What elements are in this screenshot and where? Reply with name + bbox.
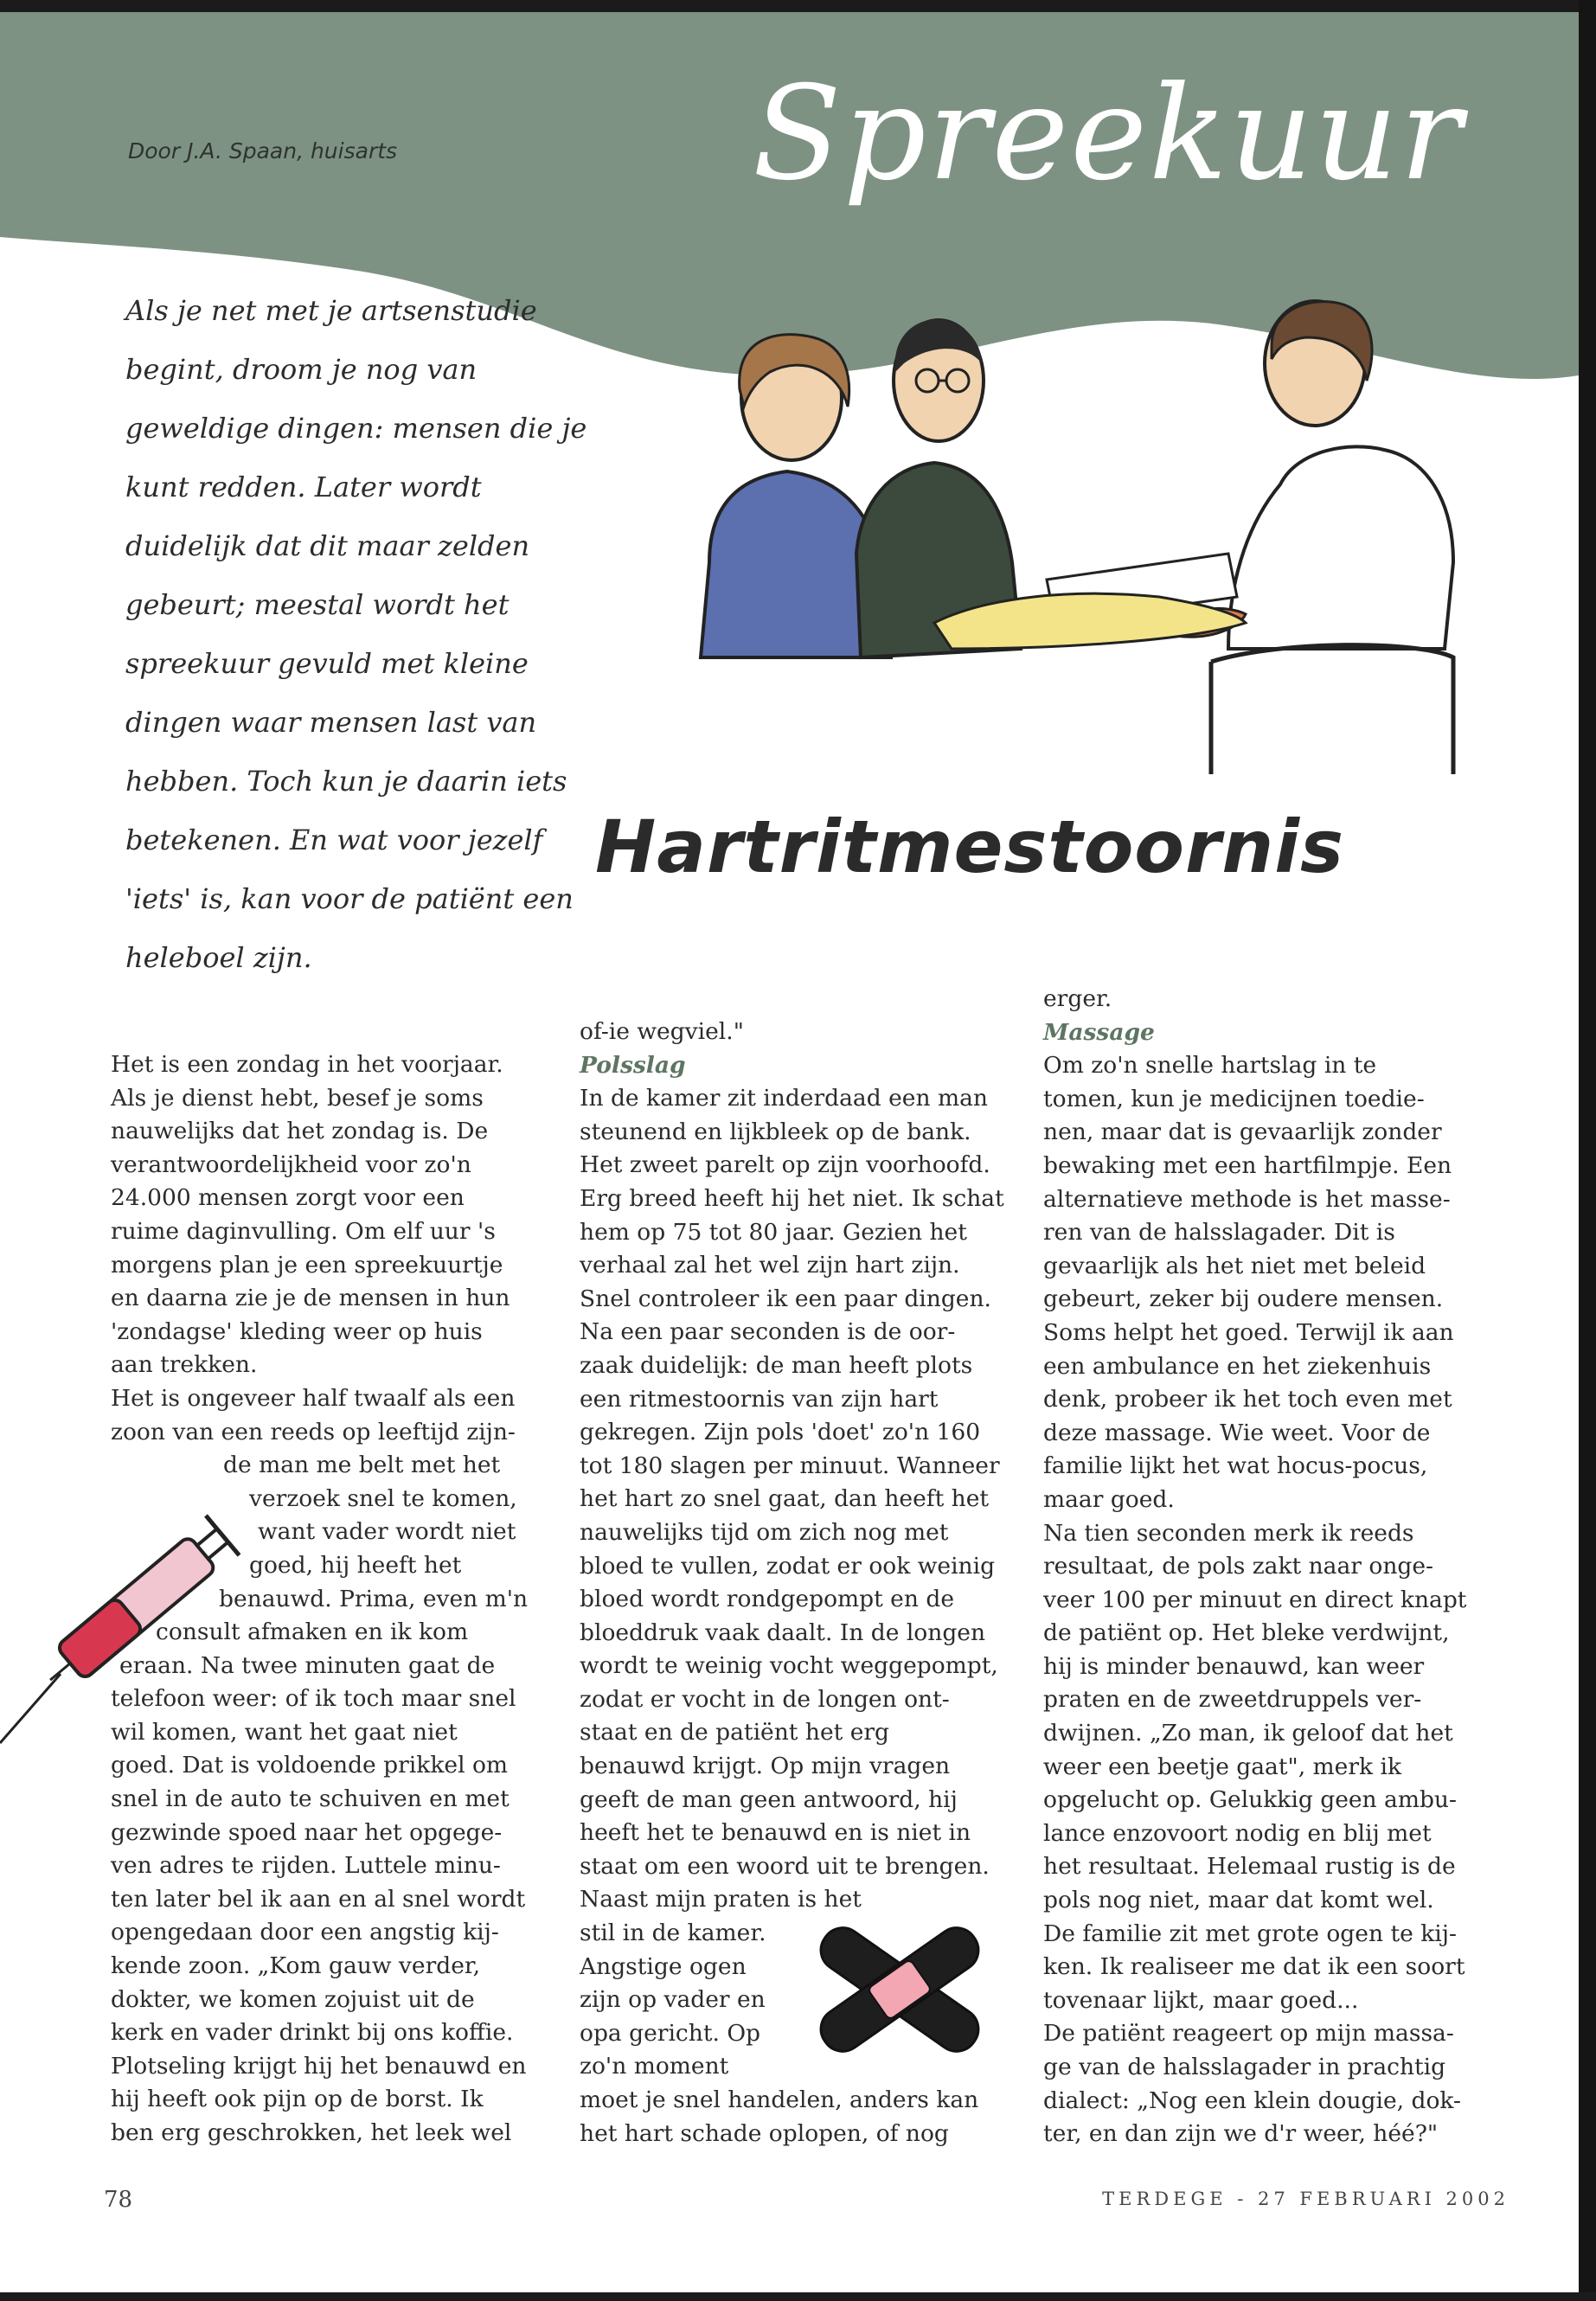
section-title: Spreekuur xyxy=(753,59,1464,209)
body-line: zo'n moment xyxy=(580,2053,729,2080)
body-line: 24.000 mensen zorgt voor een xyxy=(111,1184,465,1212)
body-line: Na een paar seconden is de oor- xyxy=(580,1318,956,1346)
body-line: Na tien seconden merk ik reeds xyxy=(1043,1519,1414,1547)
body-line: In de kamer zit inderdaad een man xyxy=(580,1085,988,1112)
body-line: tovenaar lijkt, maar goed... xyxy=(1043,1986,1359,2014)
body-line: ten later bel ik aan en al snel wordt xyxy=(111,1885,526,1913)
consultation-illustration xyxy=(675,277,1505,779)
body-line: bewaking met een hartfilmpje. Een xyxy=(1043,1151,1452,1179)
body-line: dialect: „Nog een klein dougie, dok- xyxy=(1043,2086,1461,2114)
body-line: nauwelijks dat het zondag is. De xyxy=(111,1118,489,1145)
body-line: kende zoon. „Kom gauw verder, xyxy=(111,1952,481,1980)
body-line: benauwd. Prima, even m'n xyxy=(219,1585,529,1612)
body-line: hij heeft ook pijn op de borst. Ik xyxy=(111,2086,484,2113)
body-line: morgens plan je een spreekuurtje xyxy=(111,1251,503,1279)
body-line: steunend en lijkbleek op de bank. xyxy=(580,1118,971,1145)
body-line: hij is minder benauwd, kan weer xyxy=(1043,1652,1425,1680)
body-line: de patiënt op. Het bleke verdwijnt, xyxy=(1043,1619,1450,1647)
body-line: telefoon weer: of ik toch maar snel xyxy=(111,1685,516,1713)
body-line: verhaal zal het wel zijn hart zijn. xyxy=(580,1252,960,1279)
body-line: gekregen. Zijn pols 'doet' zo'n 160 xyxy=(580,1419,981,1446)
body-line: bloed te vullen, zodat er ook weinig xyxy=(580,1552,996,1580)
body-line: De familie zit met grote ogen te kij- xyxy=(1043,1920,1457,1947)
body-line: Angstige ogen xyxy=(580,1952,747,1980)
body-line: Het is ongeveer half twaalf als een xyxy=(111,1384,516,1412)
body-line: Als je dienst hebt, besef je soms xyxy=(111,1084,484,1112)
body-line: aan trekken. xyxy=(111,1351,258,1379)
body-line: verzoek snel te komen, xyxy=(249,1484,517,1512)
body-line: Het zweet parelt op zijn voorhoofd. xyxy=(580,1151,990,1179)
body-line: ge van de halsslagader in prachtig xyxy=(1043,2054,1446,2080)
body-line: de man me belt met het xyxy=(223,1452,501,1479)
body-line: bloed wordt rondgepompt en de xyxy=(580,1586,955,1613)
body-line: tot 180 slagen per minuut. Wanneer xyxy=(580,1452,1000,1479)
body-line: stil in de kamer. xyxy=(580,1920,766,1947)
scan-edge-bottom xyxy=(0,2292,1596,2301)
body-line: Het is een zondag in het voorjaar. xyxy=(111,1051,503,1078)
body-line: en daarna zie je de mensen in hun xyxy=(111,1285,510,1312)
body-line: deze massage. Wie weet. Voor de xyxy=(1043,1419,1431,1446)
body-line: 'zondagse' kleding weer op huis xyxy=(111,1317,483,1345)
body-line: staat en de patiënt het erg xyxy=(580,1719,890,1747)
body-line: wordt te weinig vocht weggepompt, xyxy=(580,1652,998,1680)
body-line: dwijnen. „Zo man, ik geloof dat het xyxy=(1043,1720,1453,1747)
article-headline: Hartritmestoornis xyxy=(595,804,1345,889)
body-line: zaak duidelijk: de man heeft plots xyxy=(580,1351,973,1379)
body-line: opgelucht op. Gelukkig geen ambu- xyxy=(1043,1786,1457,1814)
body-line: ken. Ik realiseer me dat ik een soort xyxy=(1043,1953,1465,1981)
syringe-illustration xyxy=(0,1484,260,1752)
body-line: verantwoordelijkheid voor zo'n xyxy=(111,1150,471,1178)
body-line: ben erg geschrokken, het leek wel xyxy=(111,2119,512,2146)
intro-text: Als je net met je artsenstudie begint, droom je nog van geweldige dingen: mensen die je kunt redden. Later wordt duidelijk dat dit maar zelden gebeurt; meestal wordt het spreekuur gevuld met kleine dingen waar mensen last van hebben. Toch kun je daarin iets betekenen. En wat voor jezelf 'iets' is, kan voor de patiënt een heleboel zijn. xyxy=(125,294,587,974)
body-line: ven adres te rijden. Luttele minu- xyxy=(111,1852,501,1880)
body-line: benauwd krijgt. Op mijn vragen xyxy=(580,1753,951,1780)
body-line: ter, en dan zijn we d'r weer, héé?" xyxy=(1043,2120,1439,2148)
body-line: erger. xyxy=(1043,985,1112,1012)
subhead-polsslag: Polsslag xyxy=(580,1051,686,1079)
body-line: weer een beetje gaat", merk ik xyxy=(1043,1753,1402,1780)
body-line: Naast mijn praten is het xyxy=(580,1886,862,1913)
body-line: moet je snel handelen, anders kan xyxy=(580,2086,979,2113)
body-line: het hart zo snel gaat, dan heeft het xyxy=(580,1485,990,1513)
body-line: tomen, kun je medicijnen toedie- xyxy=(1043,1085,1425,1112)
body-line: denk, probeer ik het toch even met xyxy=(1043,1386,1452,1413)
body-line: het hart schade oplopen, of nog xyxy=(580,2119,949,2147)
body-line: nen, maar dat is gevaarlijk zonder xyxy=(1043,1118,1442,1146)
body-line: gezwinde spoed naar het opgege- xyxy=(111,1818,503,1846)
body-line: bloeddruk vaak daalt. In de longen xyxy=(580,1618,986,1646)
body-line: wil komen, want het gaat niet xyxy=(111,1718,458,1746)
body-line: Om zo'n snelle hartslag in te xyxy=(1043,1052,1377,1080)
body-line: hem op 75 tot 80 jaar. Gezien het xyxy=(580,1218,967,1246)
body-line: alternatieve methode is het masse- xyxy=(1043,1185,1451,1213)
article-column-3 xyxy=(1043,983,1484,2151)
body-line: want vader wordt niet xyxy=(258,1518,516,1546)
body-line: geeft de man geen antwoord, hij xyxy=(580,1785,958,1813)
body-line: Plotseling krijgt hij het benauwd en xyxy=(111,2052,527,2080)
body-line: Erg breed heeft hij het niet. Ik schat xyxy=(580,1184,1004,1212)
body-line: De patiënt reageert op mijn massa- xyxy=(1043,2020,1454,2048)
bandage-illustration xyxy=(800,1903,999,2076)
body-line: kerk en vader drinkt bij ons koffie. xyxy=(111,2019,514,2047)
body-line: gevaarlijk als het niet met beleid xyxy=(1043,1252,1426,1279)
body-line: Soms helpt het goed. Terwijl ik aan xyxy=(1043,1318,1454,1346)
body-line: opa gericht. Op xyxy=(580,2019,761,2047)
body-line: Snel controleer ik een paar dingen. xyxy=(580,1285,991,1312)
body-line: staat om een woord uit te brengen. xyxy=(580,1852,990,1880)
subhead-massage: Massage xyxy=(1043,1018,1155,1046)
body-line: ren van de halsslagader. Dit is xyxy=(1043,1219,1395,1247)
body-line: gebeurt, zeker bij oudere mensen. xyxy=(1043,1285,1444,1313)
body-line: praten en de zweetdruppels ver- xyxy=(1043,1686,1422,1714)
scan-edge-top xyxy=(0,0,1596,12)
body-line: ruime daginvulling. Om elf uur 's xyxy=(111,1217,496,1245)
body-line: zodat er vocht in de longen ont- xyxy=(580,1685,950,1713)
body-line: veer 100 per minuut en direct knapt xyxy=(1043,1586,1467,1613)
body-line: goed, hij heeft het xyxy=(249,1551,462,1579)
body-line: lance enzovoort nodig en blij met xyxy=(1043,1819,1432,1847)
body-line: pols nog niet, maar dat komt wel. xyxy=(1043,1887,1434,1914)
body-line: een ambulance en het ziekenhuis xyxy=(1043,1352,1432,1380)
scan-edge-right xyxy=(1579,0,1596,2301)
body-line: heeft het te benauwd en is niet in xyxy=(580,1819,971,1847)
body-line: opengedaan door een angstig kij- xyxy=(111,1919,499,1946)
body-line: maar goed. xyxy=(1043,1485,1175,1513)
body-line: zoon van een reeds op leeftijd zijn- xyxy=(111,1418,516,1445)
body-line: snel in de auto te schuiven en met xyxy=(111,1785,510,1813)
byline: Door J.A. Spaan, huisarts xyxy=(128,138,398,163)
body-line: dokter, we komen zojuist uit de xyxy=(111,1985,475,2013)
body-line: het resultaat. Helemaal rustig is de xyxy=(1043,1853,1456,1881)
body-line: resultaat, de pols zakt naar onge- xyxy=(1043,1553,1433,1580)
running-footer: TERDEGE - 27 FEBRUARI 2002 xyxy=(1102,2189,1509,2209)
body-line: goed. Dat is voldoende prikkel om xyxy=(111,1752,509,1779)
body-line: zijn op vader en xyxy=(580,1986,766,2014)
body-line: familie lijkt het wat hocus-pocus, xyxy=(1043,1452,1428,1480)
body-line: een ritmestoornis van zijn hart xyxy=(580,1385,939,1413)
body-line: eraan. Na twee minuten gaat de xyxy=(119,1651,496,1679)
body-line: consult afmaken en ik kom xyxy=(156,1618,469,1646)
body-line: nauwelijks tijd om zich nog met xyxy=(580,1518,949,1546)
body-line: of-ie wegviel." xyxy=(580,1018,744,1045)
page-number: 78 xyxy=(104,2187,133,2213)
